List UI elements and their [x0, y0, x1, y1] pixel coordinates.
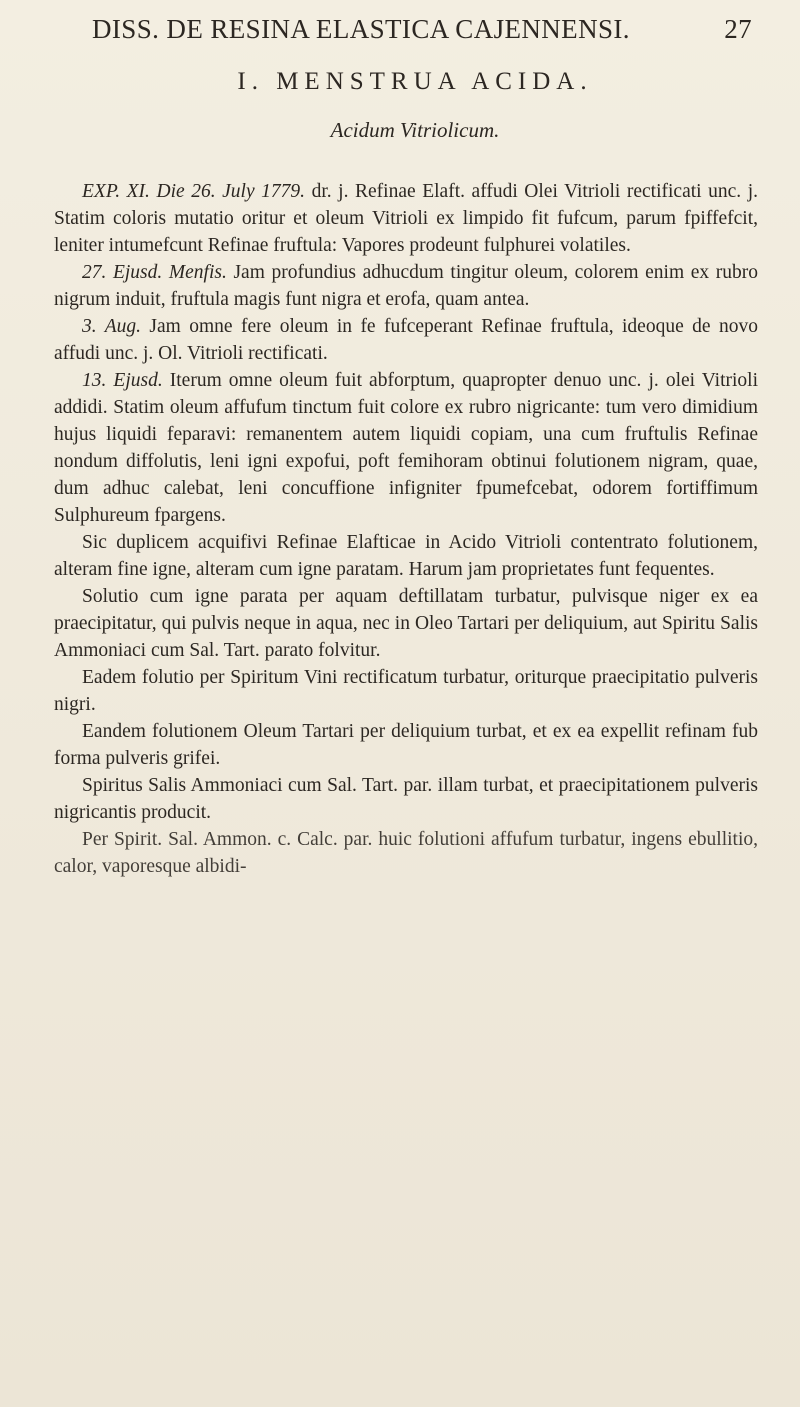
section-heading: I. MENSTRUA ACIDA. [237, 68, 593, 95]
paragraph [54, 772, 758, 826]
paragraph-text: Iterum omne oleum fuit abforptum, quapropter denuo unc. j. olei Vitrioli addidi. Statim oleum affufum tinctum fuit colore ex rubro nigricante: tum vero dimidium hujus liquidi feparavi: remanentem autem liquidi copiam, una cum fruftulis Refinae nondum diffolutis, leni igni expofui, poft femihoram obtinui folutionem nigram, quae, dum adhuc calebat, leni concuffione infigniter fpumefcebat, odorem fortiffimum Sulphureum fpargens. [54, 370, 758, 526]
running-head [92, 14, 752, 54]
paragraph [54, 259, 758, 313]
page-number: 27 [724, 14, 752, 44]
paragraph [54, 313, 758, 367]
paragraph-text: Per Spirit. Sal. Ammon. c. Calc. par. huic folutioni affufum turbatur, ingens ebullitio, calor, vaporesque albidi- [54, 829, 758, 877]
paragraph [54, 826, 758, 880]
paragraph-text: Jam omne fere oleum in fe fufceperant Refinae fruftula, ideoque de novo affudi unc. j. Ol. Vitrioli rectificati. [54, 316, 758, 364]
paragraph-date: EXP. XI. Die 26. July 1779. [82, 181, 306, 202]
paragraph [54, 529, 758, 583]
paragraph-text: Jam profundius adhucdum tingitur oleum, colorem enim ex rubro nigrum induit, fruftula magis funt nigra et erofa, quam antea. [54, 262, 759, 310]
paragraph-text: Sic duplicem acquifivi Refinae Elafticae in Acido Vitrioli contentrato folutionem, alteram fine igne, alteram cum igne paratam. Harum jam proprietates funt fequentes. [54, 532, 758, 580]
sub-heading: Acidum Vitriolicum. [330, 118, 500, 142]
text-body [54, 178, 758, 880]
running-head-title: DISS. DE RESINA ELASTICA CAJENNENSI. [92, 14, 630, 44]
paragraph [54, 367, 758, 529]
paragraph [54, 664, 758, 718]
paragraph-text: Eandem folutionem Oleum Tartari per deliquium turbat, et ex ea expellit refinam fub forma pulveris grifei. [54, 721, 758, 769]
paragraph-date: 13. Ejusd. [82, 370, 163, 391]
paragraph-text: dr. j. Refinae Elaft. affudi Olei Vitrioli rectificati unc. j. Statim coloris mutatio oritur et oleum Vitrioli ex limpido fit fufcum, parum fpiffefcit, leniter intumefcunt Refinae fruftula: Vapores prodeunt fulphurei volatiles. [54, 181, 758, 256]
paragraph-text: Spiritus Salis Ammoniaci cum Sal. Tart. par. illam turbat, et praecipitationem pulveris nigricantis producit. [54, 775, 758, 823]
paragraph [54, 718, 758, 772]
paragraph [54, 583, 758, 664]
paragraph-text: Solutio cum igne parata per aquam deftillatam turbatur, pulvisque niger ex ea praecipitatur, qui pulvis neque in aqua, nec in Oleo Tartari per deliquium, aut Spiritu Salis Ammoniaci cum Sal. Tart. parato folvitur. [54, 586, 758, 661]
paragraph-date: 3. Aug. [82, 316, 141, 337]
paragraph-date: 27. Ejusd. Menfis. [82, 262, 227, 283]
paragraph-text: Eadem folutio per Spiritum Vini rectificatum turbatur, oriturque praecipitatio pulveris nigri. [54, 667, 758, 715]
paragraph [54, 178, 758, 259]
